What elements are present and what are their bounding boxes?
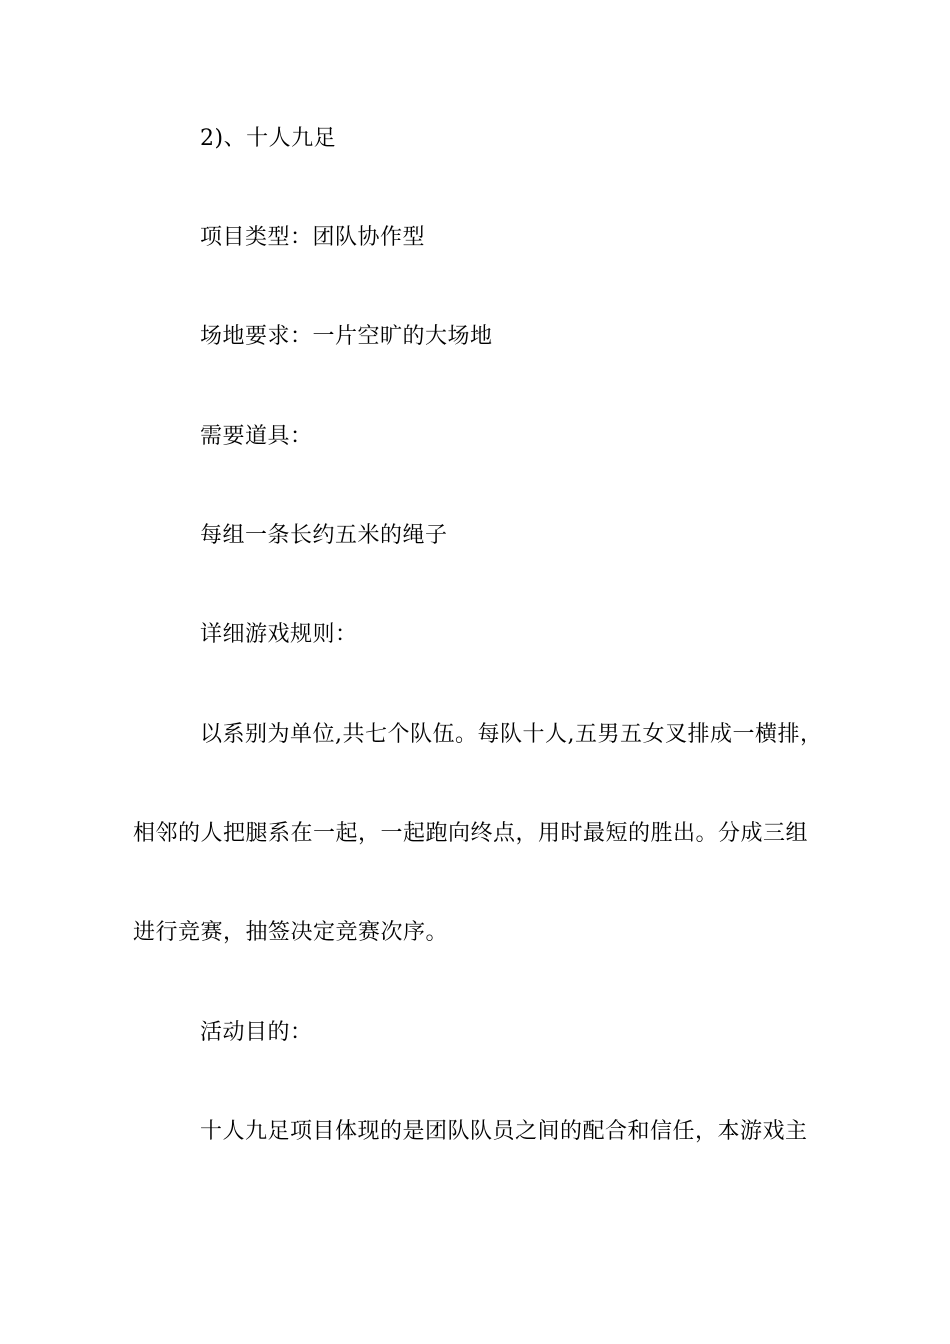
purpose-label: 活动目的： bbox=[200, 1020, 313, 1045]
purpose-paragraph-line-1: 十人九足项目体现的是团队队员之间的配合和信任，本游戏主 bbox=[200, 1119, 808, 1144]
rules-paragraph-line-3: 进行竞赛，抽签决定竞赛次序。 bbox=[133, 920, 449, 945]
venue-requirement-line: 场地要求：一片空旷的大场地 bbox=[200, 324, 493, 349]
rules-label: 详细游戏规则： bbox=[200, 622, 358, 647]
props-item: 每组一条长约五米的绳子 bbox=[200, 523, 448, 548]
rules-paragraph-line-1: 以系别为单位,共七个队伍。每队十人,五男五女叉排成一横排， bbox=[200, 722, 823, 747]
section-heading: 2)、十人九足 bbox=[200, 126, 337, 151]
project-type-line: 项目类型：团队协作型 bbox=[200, 225, 426, 250]
rules-paragraph-line-2: 相邻的人把腿系在一起，一起跑向终点，用时最短的胜出。分成三组 bbox=[133, 821, 809, 846]
props-label: 需要道具： bbox=[200, 424, 313, 449]
